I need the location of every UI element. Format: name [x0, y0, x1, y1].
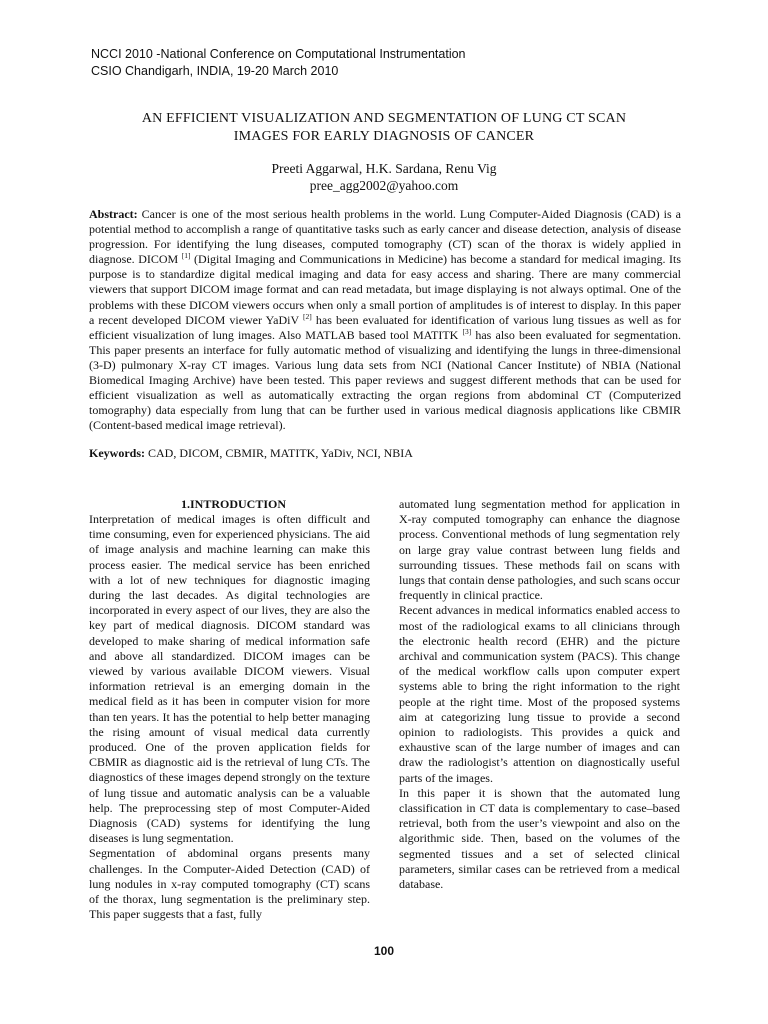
paper-title [80, 110, 688, 146]
author-email: pree_agg2002@yahoo.com [309, 178, 459, 193]
keywords-text: CAD, DICOM, CBMIR, MATITK, YaDiv, NCI, NBIA [145, 446, 413, 460]
left-column [89, 497, 370, 922]
conference-venue: CSIO Chandigarh, INDIA, 19-20 March 2010 [91, 64, 339, 78]
conference-name: NCCI 2010 -National Conference on Computational Instrumentation [91, 47, 466, 61]
intro-paragraph-4: Recent advances in medical informatics enabled access to most of the radiological exams to all clinicians through the electronic health record (EHR) and the picture archival and communication system (PACS). This change of the medical workflow calls upon computer expert systems able to bring the right information to the right people at the right time. Most of the proposed systems aim at categorizing lung tissue to provide a second opinion to radiologists. This provides a quick and exhaustive scan of the large number of images and can draw the radiologist’s attention on diagnostically useful parts of the images. [399, 603, 680, 785]
abstract-text-1: Cancer is one of the most serious health problems in the world. Lung Computer-Aided Diagnosis (CAD) is a potential method to accomplish a range of quantitative tasks such as early cancer and disease detection, analysis of disease progression. For identifying the lung diseases, computed tomography (CT) scan of the thorax is widely applied in diagnose. DICOM [89, 207, 681, 267]
page-number: 100 [373, 944, 395, 958]
intro-paragraph-3: automated lung segmentation method for application in X-ray computed tomography can enhance the diagnose process. Conventional methods of lung segmentation rely on large gray value contrast between lung fields and surrounding tissues. These methods fail on scans with lungs that contain dense pathologies, and such scans occur frequently in clinical practice. [399, 497, 680, 603]
intro-paragraph-2: Segmentation of abdominal organs presents many challenges. In the Computer-Aided Detection (CAD) of lung nodules in x-ray computed tomography (CT) scans of the thorax, lung segmentation is the preliminary step. This paper suggests that a fast, fully [89, 846, 370, 922]
intro-paragraph-1: Interpretation of medical images is often difficult and time consuming, even for experienced physicians. The aid of image analysis and machine learning can make this process easier. The medical service has been enriched with a lot of new techniques for diagnostic imaging during the last decades. As digital technologies are incorporated in every aspect of our lives, they are also the key part of medical diagnosis. DICOM standard was developed to make sharing of medical information safe and above all standardized. DICOM images can be viewed by various available DICOM viewers. Visual information retrieval is an emerging domain in the medical field as it has been in computer vision for more than ten years. It has the potential to help better managing the rising amount of visual medical data currently produced. One of the proven application fields for CBMIR as diagnostic aid is the retrieval of lung CTs. The diagnostics of these images depend strongly on the texture of lung tissue and automatic analysis can be a valuable help. The preprocessing step of most Computer-Aided Diagnosis (CAD) systems for identifying the lung diseases is lung segmentation. [89, 512, 370, 846]
paper-title-line1: AN EFFICIENT VISUALIZATION AND SEGMENTATION OF LUNG CT SCAN [141, 111, 627, 126]
paper-title-line2: IMAGES FOR EARLY DIAGNOSIS OF CANCER [233, 129, 535, 144]
keywords-label: Keywords: [89, 446, 145, 460]
intro-paragraph-5: In this paper it is shown that the automated lung classification in CT data is complementary to case–based retrieval, both from the user’s viewpoint and also on the algorithmic side. Then, based on the volumes of the segmented tissues and a set of selected clinical parameters, similar cases can be retrieved from a medical database. [399, 785, 680, 892]
citation-2: [2] [303, 311, 312, 321]
abstract [89, 207, 681, 433]
abstract-text-2: (Digital Imaging and Communications in Medicine) has become a standard for medical imaging. Its purpose is to standardize digital medical imaging and data for easy access and sharing. There are many commercial viewers that support DICOM image format and can read metadata, but image displaying is not always optimal. One of the problems with these DICOM viewers occurs when only a small portion of amplitudes is of interest to display. In this paper a recent developed DICOM viewer YaDiV [89, 252, 681, 327]
author-names: Preeti Aggarwal, H.K. Sardana, Renu Vig [271, 161, 497, 176]
abstract-text-4: has also been evaluated for segmentation. This paper presents an interface for fully automatic method of visualizing and identifying the lungs in three-dimensional (3-D) pulmonary X-ray CT images. Various lung data sets from NCI (National Cancer Institute) of NBIA (National Biomedical Imaging Archive) have been tested. This paper reviews and suggest different methods that can be used for efficient visualization as well as automatically extracting the organ regions from abdominal CT (Computerized tomography) data especially from lung that can be further used in various medical diagnosis applications like CBMIR (Content-based medical image retrieval). [89, 327, 681, 433]
author-block [80, 160, 688, 194]
keywords [89, 446, 681, 461]
abstract-text-3: has been evaluated for identification of various lung tissues as well as for efficient visualization of lung images. Also MATLAB based tool MATITK [89, 312, 681, 342]
citation-3: [3] [462, 326, 472, 336]
abstract-label: Abstract: [89, 207, 138, 221]
conference-header [91, 46, 466, 80]
section-heading-introduction: 1.INTRODUCTION [180, 497, 286, 511]
citation-1: [1] [181, 251, 191, 261]
right-column [399, 497, 680, 892]
